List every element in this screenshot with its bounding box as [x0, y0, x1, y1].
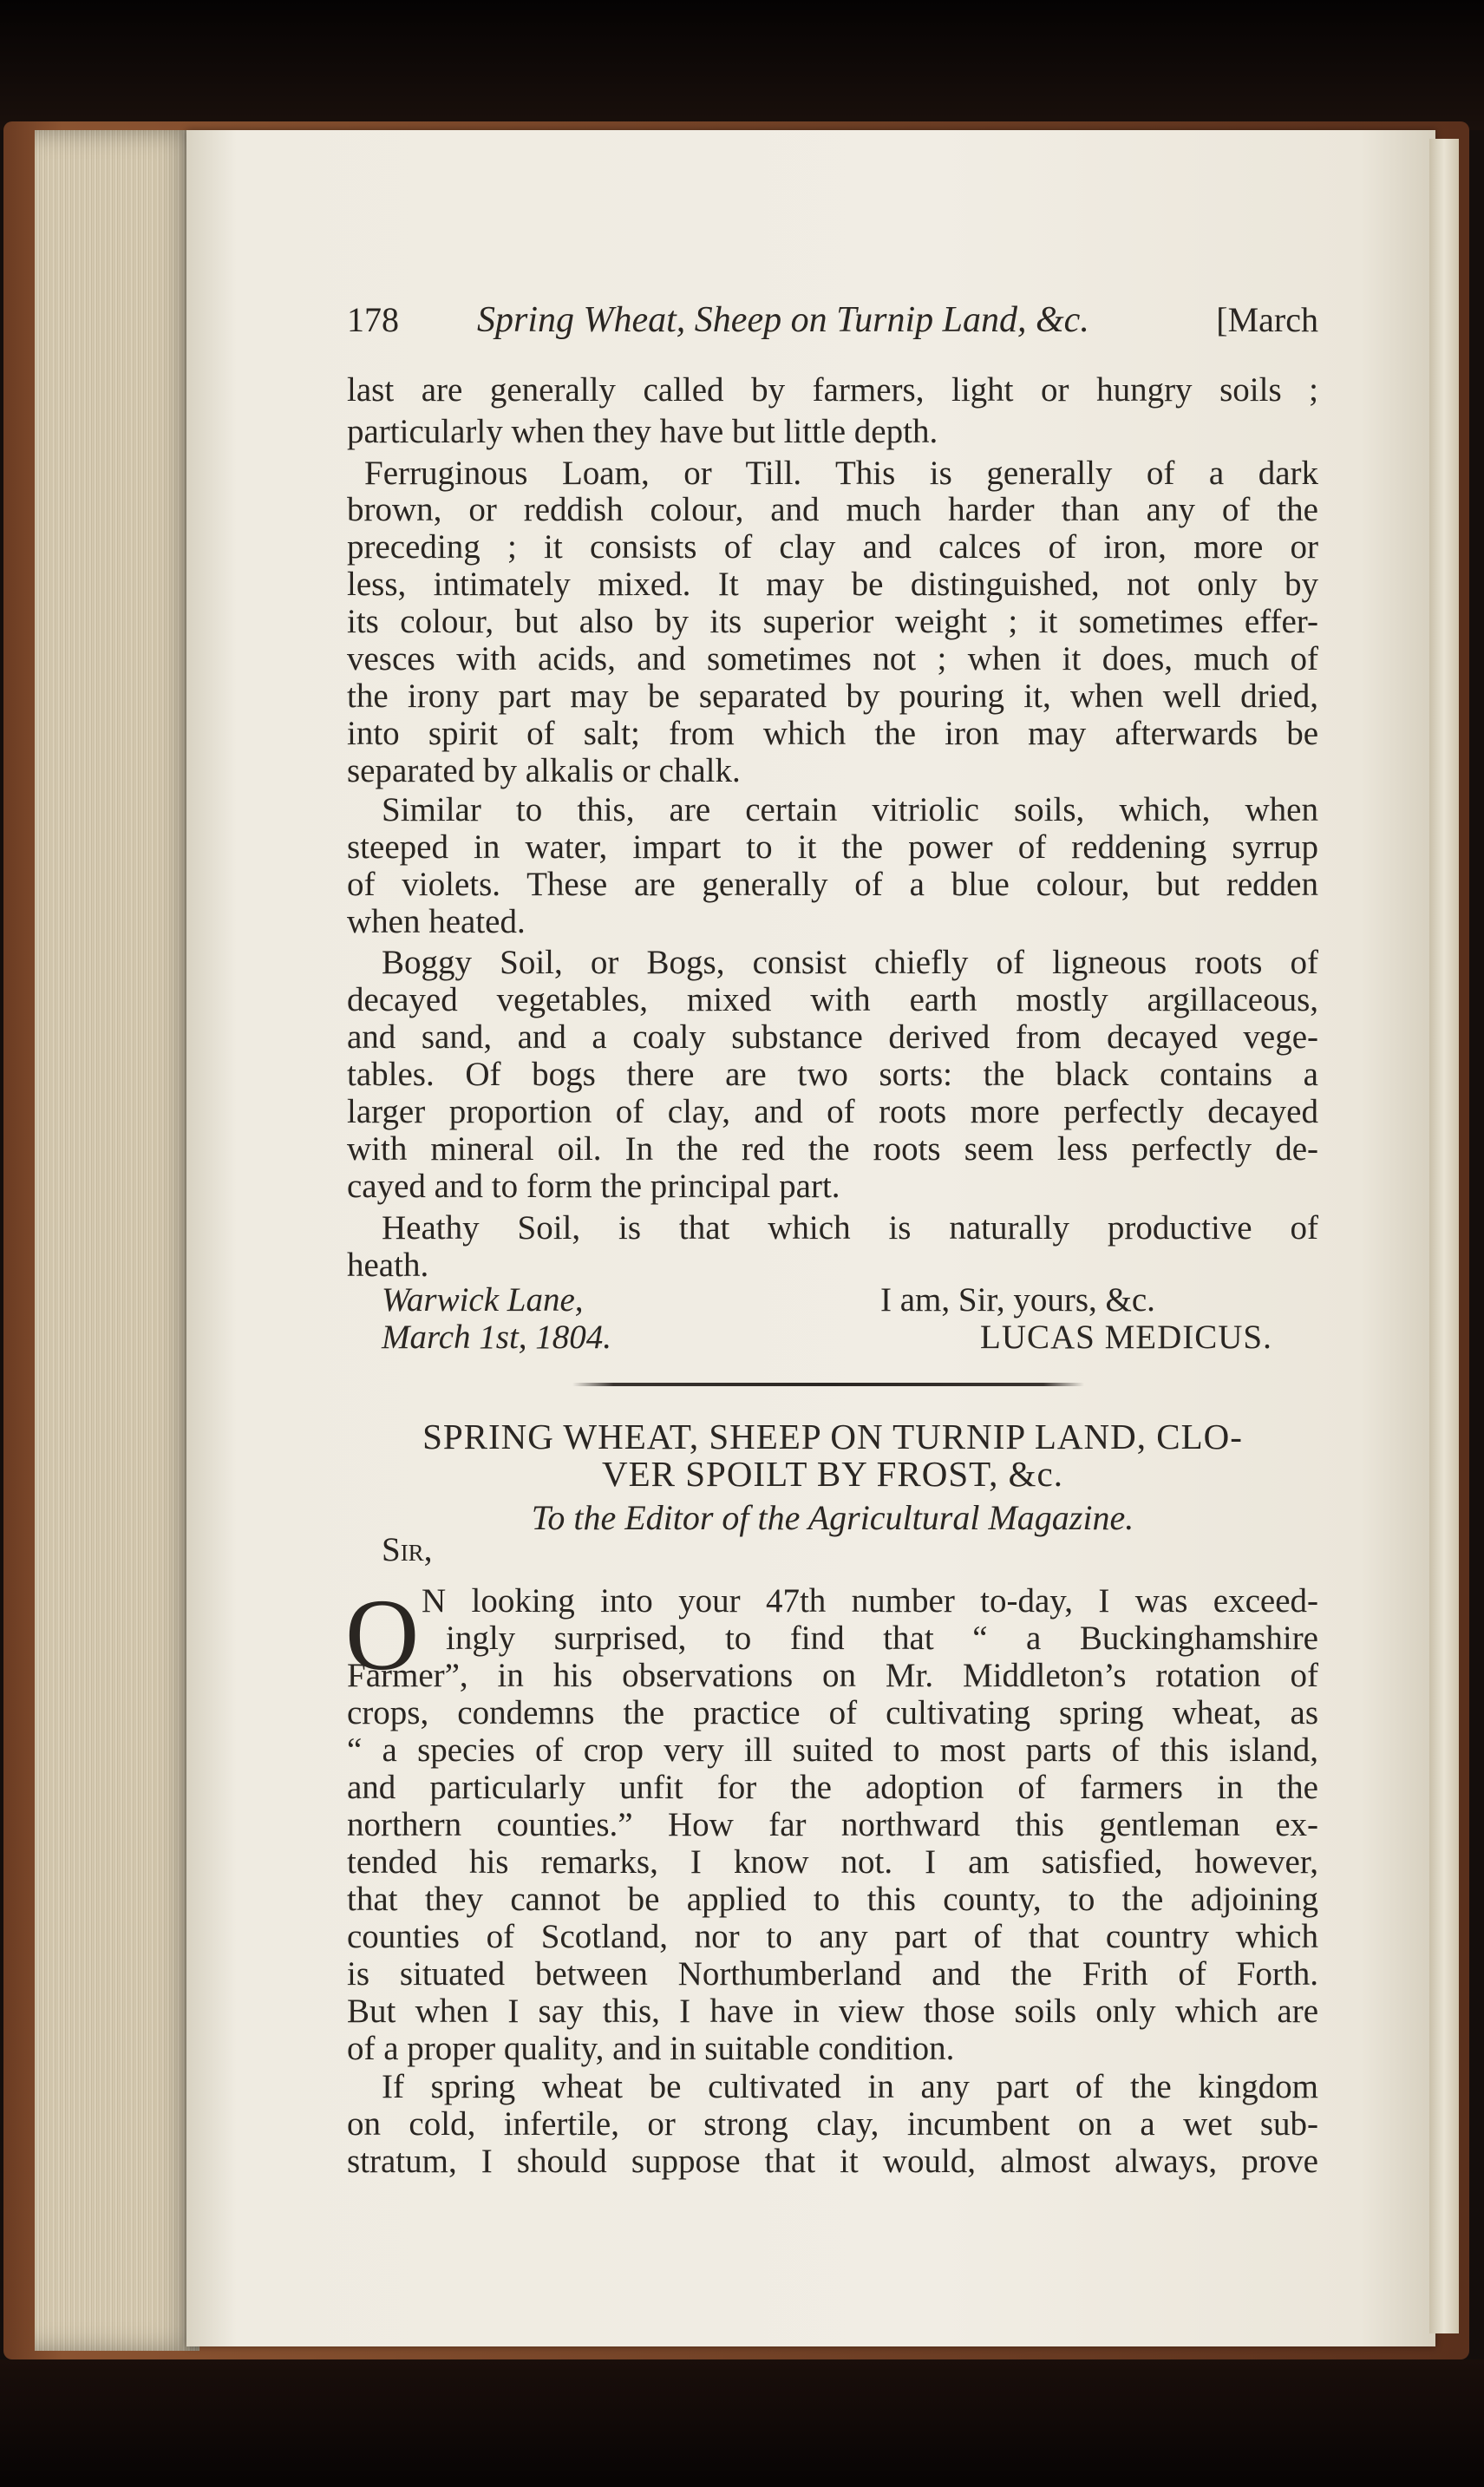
signature-place: Warwick Lane, — [382, 1281, 584, 1319]
text-line: last are generally called by farmers, light or hungry soils ; — [347, 371, 1318, 409]
article-heading-line-1: SPRING WHEAT, SHEEP ON TURNIP LAND, CLO- — [422, 1417, 1243, 1456]
text-line: decayed vegetables, mixed with earth mostly argillaceous, — [347, 981, 1318, 1018]
text-line: is situated between Northumberland and the Frith of Forth. — [347, 1955, 1318, 1993]
page-edges-right — [1429, 139, 1459, 2333]
signature-date: March 1st, 1804. — [382, 1319, 612, 1356]
text-line: particularly when they have but little depth. — [347, 413, 938, 450]
text-line: Heathy Soil, is that which is naturally productive of — [382, 1209, 1318, 1247]
text-line: N looking into your 47th number to-day, I was exceed- — [422, 1582, 1318, 1620]
text-line: of a proper quality, and in suitable condition. — [347, 2030, 955, 2067]
text-line: of violets. These are generally of a blue colour, but redden — [347, 866, 1318, 903]
text-line: larger proportion of clay, and of roots more perfectly decayed — [347, 1093, 1318, 1130]
text-line: tended his remarks, I know not. I am satisfied, however, — [347, 1843, 1318, 1881]
text-line: and particularly unfit for the adoption of farmers in the — [347, 1769, 1318, 1806]
text-line: its colour, but also by its superior weight ; it sometimes effer- — [347, 603, 1318, 640]
text-line: when heated. — [347, 903, 526, 940]
article-addressee: To the Editor of the Agricultural Magazine. — [531, 1498, 1134, 1537]
running-head — [347, 299, 1318, 343]
page-number: 178 — [347, 300, 399, 339]
text-line: tables. Of bogs there are two sorts: the black contains a — [347, 1056, 1318, 1093]
text-line: stratum, I should suppose that it would, almost always, prove — [347, 2143, 1318, 2180]
text-line: Ferruginous Loam, or Till. This is generally of a dark — [364, 455, 1318, 492]
drop-cap: O — [345, 1578, 420, 1692]
text-line: separated by alkalis or chalk. — [347, 752, 741, 789]
text-line: into spirit of salt; from which the iron may afterwards be — [347, 715, 1318, 752]
text-line: Similar to this, are certain vitriolic soils, which, when — [382, 791, 1318, 828]
text-line: Boggy Soil, or Bogs, consist chiefly of ligneous roots of — [382, 944, 1318, 981]
text-line: crops, condemns the practice of cultivating spring wheat, as — [347, 1694, 1318, 1731]
running-month: [March — [1216, 300, 1318, 339]
running-title: Spring Wheat, Sheep on Turnip Land, &c. — [477, 300, 1089, 340]
text-line: But when I say this, I have in view those soils only which are — [347, 1993, 1318, 2030]
section-divider — [572, 1383, 1084, 1386]
text-line: heath. — [347, 1247, 429, 1284]
signature-name: LUCAS MEDICUS. — [980, 1319, 1272, 1356]
text-line: that they cannot be applied to this county, to the adjoining — [347, 1881, 1318, 1918]
page-edges-left — [35, 130, 199, 2351]
text-line: If spring wheat be cultivated in any part of the kingdom — [382, 2068, 1318, 2105]
salutation: Sir, — [382, 1531, 433, 1568]
signature-closing: I am, Sir, yours, &c. — [880, 1281, 1155, 1319]
article-heading-line-2: VER SPOILT BY FROST, &c. — [601, 1454, 1064, 1494]
text-line: preceding ; it consists of clay and calces of iron, more or — [347, 528, 1318, 566]
text-line: steeped in water, impart to it the power of reddening syrrup — [347, 828, 1318, 866]
text-line: cayed and to form the principal part. — [347, 1168, 840, 1205]
text-line: northern counties.” How far northward this gentleman ex- — [347, 1806, 1318, 1843]
text-line: “ a species of crop very ill suited to most parts of this island, — [347, 1731, 1318, 1769]
text-line: and sand, and a coaly substance derived from decayed vege- — [347, 1018, 1318, 1056]
text-line: the irony part may be separated by pouring it, when well dried, — [347, 677, 1318, 715]
dark-background-top — [0, 0, 1484, 130]
text-line: on cold, infertile, or strong clay, incumbent on a wet sub- — [347, 2105, 1318, 2143]
text-line: ingly surprised, to find that “ a Buckinghamshire — [446, 1620, 1318, 1657]
text-line: counties of Scotland, nor to any part of that country which — [347, 1918, 1318, 1955]
text-line: brown, or reddish colour, and much harder than any of the — [347, 491, 1318, 528]
text-line: with mineral oil. In the red the roots seem less perfectly de- — [347, 1130, 1318, 1168]
text-line: less, intimately mixed. It may be distinguished, not only by — [347, 566, 1318, 603]
dark-background-bottom — [0, 2359, 1484, 2487]
text-line: vesces with acids, and sometimes not ; when it does, much of — [347, 640, 1318, 677]
text-line: Farmer”, in his observations on Mr. Middleton’s rotation of — [347, 1657, 1318, 1694]
